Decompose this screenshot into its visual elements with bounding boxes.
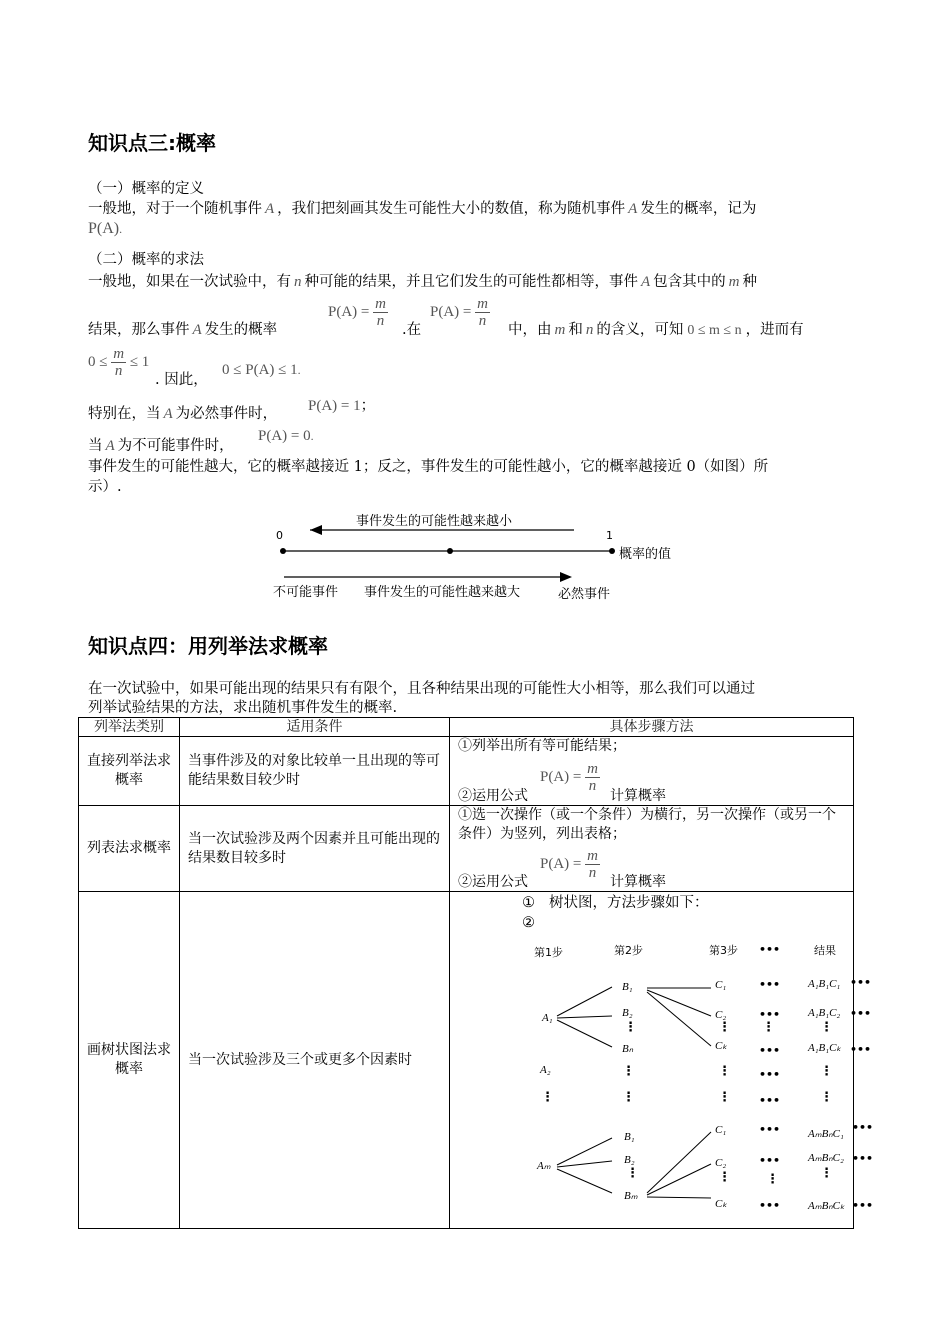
step-formula: P(A) = $\frac{m}{n}$: [540, 761, 598, 794]
edge-a1-b1: [557, 987, 612, 1016]
ellipsis-am-1: •••: [759, 1123, 781, 1136]
tree-header-step3: 第3步: [709, 944, 738, 957]
header-steps: 具体步骤方法: [450, 718, 854, 737]
ellipsis-mid-1: •••: [759, 1068, 781, 1081]
edge-am-b1: [557, 1138, 612, 1165]
therefore-text: . 因此，: [155, 372, 208, 388]
ellipsis-am-2: •••: [759, 1154, 781, 1167]
vdots-b: ⋮: [624, 1020, 637, 1035]
zero-label: 0: [276, 529, 283, 542]
node-am-b1: B₁: [624, 1131, 635, 1143]
vdots-mid-r2: ⋮: [820, 1090, 833, 1105]
ellipsis-mid-2: •••: [759, 1094, 781, 1107]
table-row: [79, 806, 854, 892]
probability-formula-1: P(A) = $\frac{m}{n}$: [328, 296, 386, 329]
result-ellipsis-6: •••: [852, 1199, 874, 1212]
node-bn: Bₙ: [622, 1043, 634, 1055]
node-c1: C₁: [715, 979, 727, 991]
decreasing-label: 事件发生的可能性越来越小: [356, 514, 513, 529]
table-header-row: [79, 718, 854, 737]
step-2: ②运用公式 计算概率: [458, 788, 666, 804]
table-row: [79, 737, 854, 806]
section4-title: 知识点四：用列举法求概率: [88, 634, 328, 658]
node-c2: C₂: [715, 1009, 727, 1021]
decreasing-arrow-head: [310, 525, 322, 535]
probability-value-label: 概率的值: [619, 547, 672, 562]
vdots-r: ⋮: [820, 1020, 833, 1035]
edge-bm-ck: [647, 1197, 711, 1198]
header-condition: 适用条件: [180, 718, 450, 737]
vdots-mid-c: ⋮: [718, 1064, 731, 1079]
result-a1b1ck: A₁B₁Cₖ: [808, 1042, 842, 1054]
node-ck: Cₖ: [715, 1040, 728, 1052]
subsection-definition: （一）概率的定义: [88, 181, 204, 197]
node-a1: A₁: [542, 1012, 553, 1024]
vdots-a: ⋮: [541, 1090, 554, 1105]
vdots-mid-b: ⋮: [622, 1064, 635, 1079]
vdots-mid-r: ⋮: [820, 1064, 833, 1079]
tree-header-result: 结果: [814, 944, 836, 957]
tree-header-step1: 第1步: [534, 946, 563, 959]
category-cell: 直接列举法求概率: [79, 737, 180, 806]
result-ellipsis-5: •••: [852, 1152, 874, 1165]
result-a1b1c1: A₁B₁C₁: [808, 978, 841, 990]
vdots-mid-c2: ⋮: [718, 1090, 731, 1105]
probability-range: 0 ≤ P(A) ≤ 1.: [222, 362, 301, 378]
edge-bm-c1: [647, 1132, 711, 1193]
node-b2: B₂: [622, 1007, 633, 1019]
vdots-mid-b2: ⋮: [622, 1090, 635, 1105]
steps-cell: [450, 737, 854, 806]
node-am-ck: Cₖ: [715, 1198, 728, 1210]
impossible-event-label: 不可能事件: [273, 585, 339, 600]
certain-event-line: 特别在，当 A 为必然事件时，: [88, 406, 278, 422]
step-1: ①列举出所有等可能结果；: [458, 738, 626, 754]
node-am-c1: C₁: [715, 1124, 727, 1136]
edge-a1-b2: [557, 1016, 612, 1018]
certain-event-label: 必然事件: [558, 587, 611, 602]
definition-line: 一般地，对于一个随机事件 A ，我们把刻画其发生可能性大小的数值，称为随机事件 A 发生的概率，记为: [88, 201, 757, 217]
one-label: 1: [606, 529, 613, 542]
zero-point: [280, 548, 286, 554]
category-cell: 画树状图法求概率: [79, 892, 180, 1229]
condition-cell: 当一次试验涉及三个或更多个因素时: [180, 892, 450, 1229]
result-ambnc2: AₘBₙC₂: [808, 1152, 844, 1164]
tree-step-1: ① 树状图，方法步骤如下：: [522, 895, 709, 911]
edge-am-bm: [557, 1169, 612, 1193]
header-category: 列举法类别: [79, 718, 180, 737]
tree-header-ellipsis: •••: [759, 943, 781, 956]
condition-cell: 当一次试验涉及两个因素并且可能出现的结果数目较多时: [180, 806, 450, 892]
vdots-am-b: ⋮: [626, 1166, 639, 1181]
impossible-event-line: 当 A 为不可能事件时，: [88, 438, 234, 454]
tree-diagram-lines: [449, 940, 859, 1220]
vdots-am-c: ⋮: [718, 1170, 731, 1185]
ellipsis-2: •••: [759, 1008, 781, 1021]
edge-am-b2: [557, 1161, 612, 1167]
node-am: Aₘ: [537, 1160, 551, 1172]
vdots-am-d: ⋮: [766, 1172, 779, 1187]
tree-step-2: ②: [522, 915, 535, 931]
node-am-c2: C₂: [715, 1157, 727, 1169]
result-text-a: 结果，那么事件 A 发生的概率: [88, 322, 278, 338]
vdots-d: ⋮: [762, 1020, 775, 1035]
result-ambnc1: AₘBₙC₁: [808, 1128, 844, 1140]
section3-title: 知识点三:概率: [88, 131, 216, 155]
result-a1b1c2: A₁B₁C₂: [808, 1007, 841, 1019]
method-line: 一般地，如果在一次试验中，有 n 种可能的结果，并且它们发生的可能性都相等，事件 A 包含其中的 m 种: [88, 274, 758, 290]
node-b1: B₁: [622, 981, 633, 993]
probability-notation: P(A).: [88, 220, 123, 237]
ellipsis-1: •••: [759, 978, 781, 991]
node-bm: Bₘ: [624, 1190, 638, 1202]
closing-line-2: 示）.: [88, 479, 122, 495]
increasing-arrow-head: [560, 572, 572, 582]
edge-bm-c2: [647, 1164, 711, 1195]
node-am-b2: B₂: [624, 1154, 635, 1166]
node-a2: A₂: [540, 1064, 551, 1076]
probability-equals-zero: P(A) = 0.: [258, 428, 314, 444]
probability-equals-one: P(A) = 1；: [308, 398, 376, 414]
increasing-label: 事件发生的可能性越来越大: [364, 585, 521, 600]
ellipsis-am-3: •••: [759, 1199, 781, 1212]
step-1: ①选一次操作（或一个条件）为横行，另一次操作（或另一个条件）为竖列，列出表格；: [458, 807, 836, 842]
result-ellipsis-1: •••: [850, 976, 872, 989]
section4-intro-2: 列举试验结果的方法，求出随机事件发生的概率.: [88, 700, 398, 716]
probability-formula-2: P(A) = $\frac{m}{n}$: [430, 296, 488, 329]
steps-cell: [450, 806, 854, 892]
fraction-inequality: 0 ≤ $\frac{m}{n}$ ≤ 1: [88, 346, 150, 379]
closing-line-1: 事件发生的可能性越大，它的概率越接近 1；反之，事件发生的可能性越小，它的概率越接近 0（如图）所: [88, 459, 769, 475]
vdots-c: ⋮: [718, 1020, 731, 1035]
result-ellipsis-2: •••: [850, 1007, 872, 1020]
step-2: ②运用公式 计算概率: [458, 874, 666, 890]
edge-b1-ck: [647, 992, 711, 1046]
vdots-am-r: ⋮: [820, 1166, 833, 1181]
subsection-method: （二）概率的求法: [88, 252, 204, 268]
edge-a1-bn: [557, 1020, 612, 1047]
result-text-c: .在: [402, 322, 422, 338]
result-ellipsis-3: •••: [850, 1043, 872, 1056]
condition-cell: 当事件涉及的对象比较单一且出现的等可能结果数目较少时: [180, 737, 450, 806]
one-point: [609, 548, 615, 554]
mid-point: [447, 548, 453, 554]
result-ellipsis-4: •••: [852, 1121, 874, 1134]
edge-b1-c2: [647, 990, 711, 1016]
tree-header-step2: 第2步: [614, 944, 643, 957]
result-text-d: 中，由 m 和 n 的含义，可知 0 ≤ m ≤ n ，进而有: [508, 322, 804, 338]
step-formula: P(A) = $\frac{m}{n}$: [540, 848, 598, 881]
ellipsis-3: •••: [759, 1044, 781, 1057]
category-cell: 列表法求概率: [79, 806, 180, 892]
result-ambnck: AₘBₙCₖ: [808, 1200, 845, 1212]
section4-intro-1: 在一次试验中，如果可能出现的结果只有有限个，且各种结果出现的可能性大小相等，那么我们可以通过: [88, 681, 755, 697]
